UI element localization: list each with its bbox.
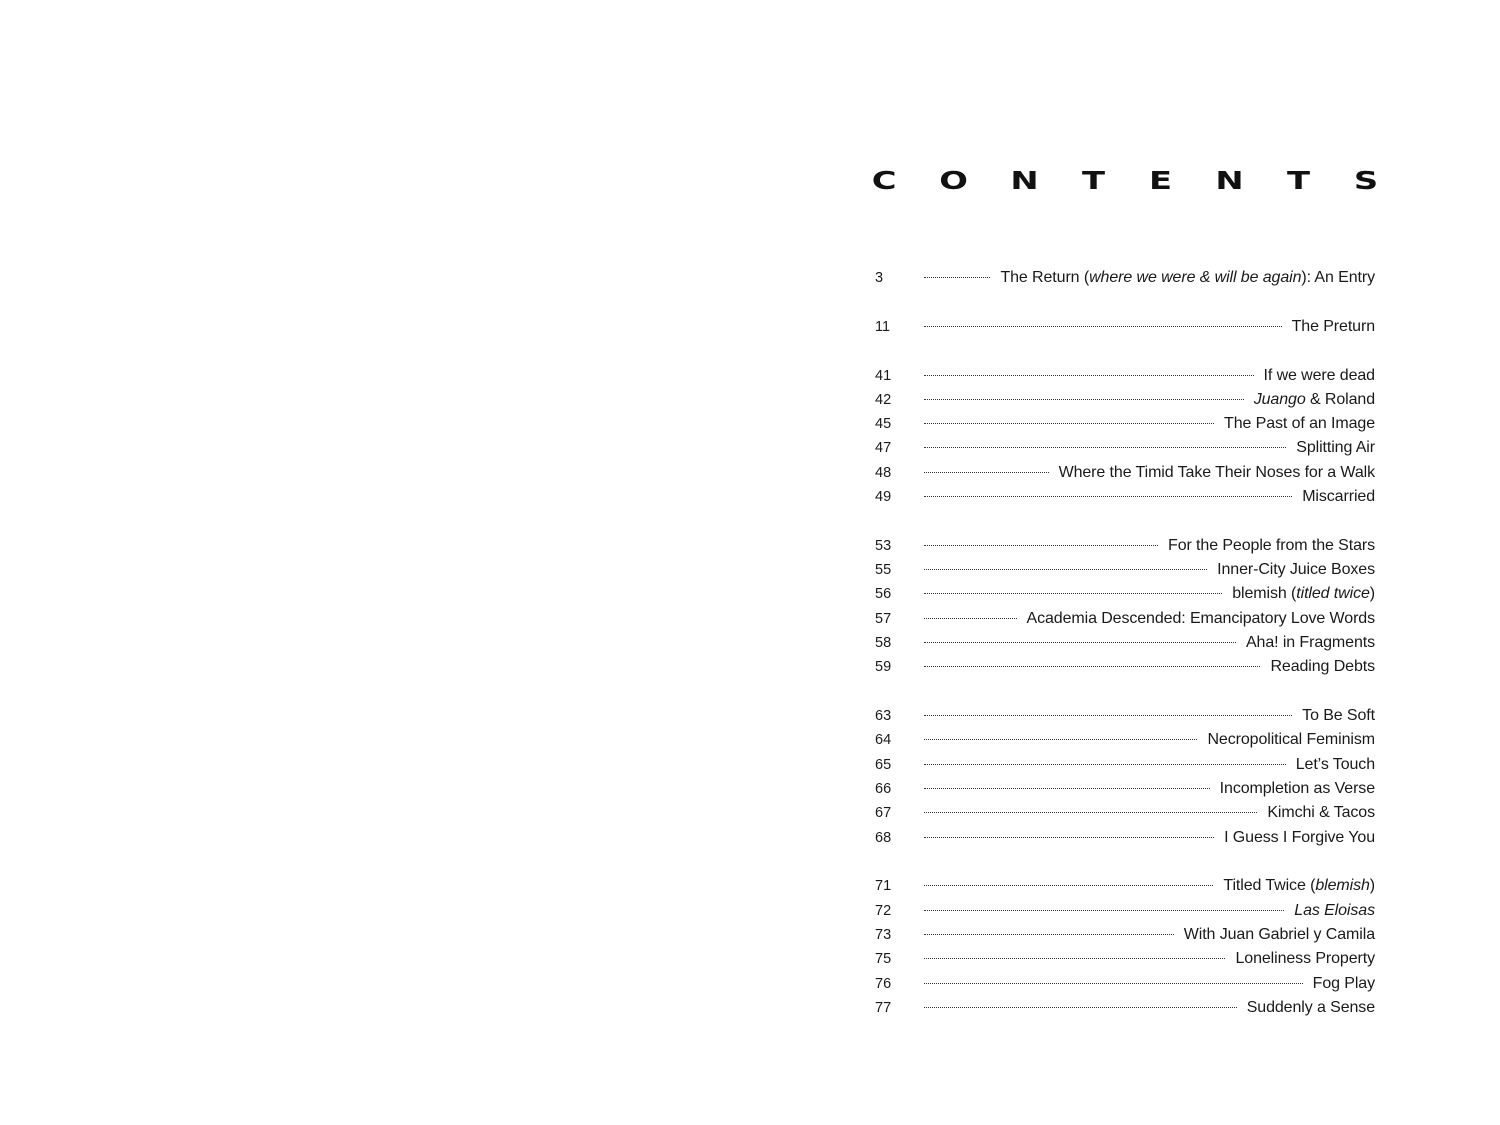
toc-entry-title: [1296, 436, 1375, 460]
dot-leader: [924, 422, 1214, 424]
toc-title-part: Splitting Air: [1296, 439, 1375, 457]
toc-entry[interactable]: [875, 655, 1375, 679]
toc-title-part: Necropolitical Feminism: [1207, 731, 1375, 749]
toc-title-part: Miscarried: [1302, 488, 1375, 506]
toc-entry[interactable]: [875, 315, 1375, 339]
toc-title-part: Suddenly a Sense: [1246, 998, 1375, 1016]
toc-entry[interactable]: [875, 996, 1375, 1020]
toc-title-part: For the People from the Stars: [1168, 536, 1375, 554]
dot-leader: [924, 665, 1260, 667]
heading-letter: O: [939, 165, 969, 195]
toc-page-number: 48: [875, 464, 892, 481]
toc-entry-title: [1220, 777, 1375, 801]
toc-title-part: Kimchi & Tacos: [1267, 804, 1375, 822]
toc-entry[interactable]: [875, 461, 1375, 485]
toc-entry-title: [1000, 266, 1375, 290]
toc-entry[interactable]: [875, 728, 1375, 752]
toc-entry[interactable]: [875, 436, 1375, 460]
toc-entry[interactable]: [875, 947, 1375, 971]
dot-leader: [924, 374, 1254, 376]
toc-page-number: 71: [875, 878, 892, 895]
dot-leader: [924, 276, 990, 278]
toc-title-part: Inner-City Juice Boxes: [1217, 561, 1375, 579]
toc-title-italic-part: Juango: [1253, 390, 1306, 408]
toc-title-part: Fog Play: [1312, 974, 1375, 992]
toc-entry[interactable]: [875, 485, 1375, 509]
toc-entry[interactable]: [875, 704, 1375, 728]
dot-leader: [924, 544, 1158, 546]
dot-leader: [924, 738, 1197, 740]
toc-page-number: 58: [875, 635, 892, 652]
toc-page-number: 64: [875, 732, 892, 749]
toc-entry[interactable]: [875, 582, 1375, 606]
dot-leader: [924, 909, 1284, 911]
toc-entry[interactable]: [875, 412, 1375, 436]
toc-entry-title: [1270, 655, 1375, 679]
dot-leader: [924, 884, 1213, 886]
toc-entry[interactable]: [875, 534, 1375, 558]
dot-leader: [924, 957, 1225, 959]
toc-entry[interactable]: [875, 777, 1375, 801]
toc-page-number: 11: [875, 318, 891, 335]
toc-title-part: Incompletion as Verse: [1219, 780, 1375, 798]
toc-entry-title: [1223, 874, 1375, 898]
toc-entry[interactable]: [875, 631, 1375, 655]
toc-entry-title: [1302, 485, 1375, 509]
toc-title-italic-part: titled twice: [1296, 585, 1370, 603]
toc-page-number: 76: [875, 975, 892, 992]
toc-section: [875, 704, 1375, 850]
toc-page-number: 56: [875, 586, 892, 603]
toc-page-number: 68: [875, 829, 892, 846]
dot-leader: [924, 811, 1257, 813]
heading-letter: C: [871, 165, 897, 195]
toc-entry-title: [1254, 388, 1375, 412]
toc-section: [875, 266, 1375, 290]
toc-entry[interactable]: [875, 607, 1375, 631]
toc-page-number: 49: [875, 489, 892, 506]
toc-title-part: Let’s Touch: [1295, 755, 1375, 773]
toc-page-number: 73: [875, 927, 892, 944]
toc-title-part: If we were dead: [1263, 366, 1375, 384]
heading-letter: T: [1082, 165, 1106, 195]
toc-title-part: & Roland: [1305, 390, 1375, 408]
dot-leader: [924, 617, 1017, 619]
toc-title-part: ): [1369, 585, 1375, 603]
toc-section: [875, 364, 1375, 510]
toc-title-part: The Return (: [1000, 269, 1090, 286]
toc-entry-title: [1267, 801, 1375, 825]
toc-entry[interactable]: [875, 388, 1375, 412]
dot-leader: [924, 1006, 1237, 1008]
toc-title-part: Academia Descended: Emancipatory Love Words: [1026, 609, 1375, 627]
heading-letter: S: [1353, 165, 1379, 195]
contents-heading: [871, 165, 1379, 195]
toc-page-number: 77: [875, 999, 892, 1016]
toc-entry-title: [1168, 534, 1375, 558]
toc-title-part: Where the Timid Take Their Noses for a Walk: [1058, 463, 1375, 481]
table-of-contents: [875, 266, 1375, 1045]
dot-leader: [924, 568, 1207, 570]
toc-section: [875, 534, 1375, 680]
dot-leader: [924, 836, 1214, 838]
toc-title-part: ): An Entry: [1301, 269, 1375, 286]
toc-title-part: The Preturn: [1291, 317, 1375, 335]
toc-title-italic-part: blemish: [1315, 877, 1370, 895]
toc-entry-title: [1235, 947, 1375, 971]
toc-entry-title: [1027, 607, 1375, 631]
toc-page-number: 63: [875, 708, 892, 725]
toc-entry[interactable]: [875, 972, 1375, 996]
dot-leader: [924, 787, 1210, 789]
dot-leader: [924, 763, 1286, 765]
toc-page-number: 59: [875, 659, 892, 676]
toc-entry-title: [1207, 728, 1375, 752]
toc-title-part: I Guess I Forgive You: [1224, 828, 1375, 846]
toc-entry-title: [1184, 923, 1375, 947]
toc-page-number: 72: [875, 902, 892, 919]
toc-page-number: 3: [875, 270, 884, 286]
toc-entry[interactable]: [875, 364, 1375, 388]
dot-leader: [924, 446, 1286, 448]
toc-entry-title: [1232, 582, 1375, 606]
dot-leader: [924, 592, 1222, 594]
toc-page-number: 66: [875, 781, 892, 798]
toc-entry-title: [1292, 315, 1375, 339]
toc-title-italic-part: Las Eloisas: [1294, 901, 1375, 919]
dot-leader: [924, 325, 1282, 327]
toc-entry[interactable]: [875, 558, 1375, 582]
dot-leader: [924, 641, 1236, 643]
toc-page-number: 41: [875, 367, 892, 384]
toc-entry[interactable]: [875, 923, 1375, 947]
dot-leader: [924, 398, 1244, 400]
toc-title-part: Reading Debts: [1270, 658, 1375, 676]
toc-section: [875, 874, 1375, 1020]
toc-page-number: 75: [875, 951, 892, 968]
toc-entry-title: [1264, 364, 1375, 388]
dot-leader: [924, 471, 1049, 473]
toc-page-number: 67: [875, 805, 892, 822]
toc-title-part: The Past of an Image: [1224, 415, 1375, 433]
toc-title-part: Loneliness Property: [1235, 950, 1375, 968]
dot-leader: [924, 933, 1174, 935]
toc-page-number: 47: [875, 440, 892, 457]
toc-entry-title: [1294, 899, 1375, 923]
toc-title-part: blemish (: [1232, 585, 1297, 603]
toc-entry[interactable]: [875, 801, 1375, 825]
heading-letter: N: [1215, 165, 1244, 195]
toc-entry-title: [1224, 826, 1375, 850]
toc-entry[interactable]: [875, 899, 1375, 923]
dot-leader: [924, 982, 1303, 984]
toc-entry-title: [1217, 558, 1375, 582]
toc-entry[interactable]: [875, 753, 1375, 777]
dot-leader: [924, 495, 1292, 497]
toc-entry-title: [1302, 704, 1375, 728]
toc-page-number: 42: [875, 391, 892, 408]
toc-title-part: To Be Soft: [1302, 707, 1375, 725]
toc-page-number: 55: [875, 562, 892, 579]
toc-page-number: 57: [875, 610, 892, 627]
toc-entry[interactable]: [875, 874, 1375, 898]
toc-entry-title: [1313, 972, 1375, 996]
heading-letter: T: [1286, 165, 1311, 195]
toc-title-part: Aha! in Fragments: [1245, 634, 1375, 652]
heading-letter: N: [1010, 165, 1040, 195]
toc-page-number: 65: [875, 756, 892, 773]
toc-title-part: Titled Twice (: [1223, 877, 1316, 895]
toc-entry[interactable]: [875, 266, 1375, 290]
toc-entry-title: [1246, 631, 1375, 655]
toc-entry-title: [1247, 996, 1375, 1020]
toc-page-number: 45: [875, 416, 892, 433]
dot-leader: [924, 714, 1292, 716]
toc-page-number: 53: [875, 537, 892, 554]
toc-title-italic-part: where we were & will be again: [1089, 269, 1302, 286]
toc-section: [875, 315, 1375, 339]
heading-letter: E: [1149, 165, 1173, 195]
toc-title-part: With Juan Gabriel y Camila: [1183, 926, 1375, 944]
toc-entry-title: [1224, 412, 1375, 436]
toc-entry-title: [1296, 753, 1375, 777]
toc-entry[interactable]: [875, 826, 1375, 850]
toc-entry-title: [1059, 461, 1375, 485]
toc-title-part: ): [1369, 877, 1375, 895]
